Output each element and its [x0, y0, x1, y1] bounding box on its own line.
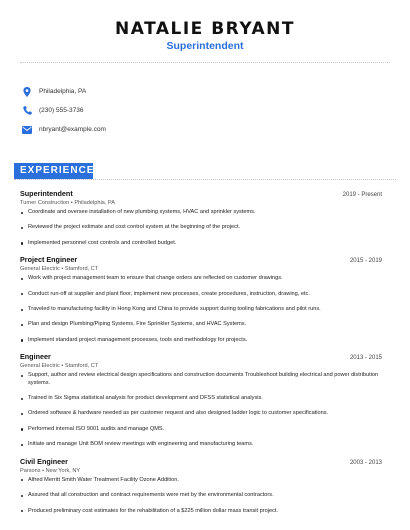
separator-dot: • [40, 467, 46, 474]
candidate-name: NATALIE BRYANT [115, 19, 295, 39]
bullet-item: Implemented personnel cost controls and controlled budget. [20, 240, 382, 247]
job-title: Civil Engineer [20, 456, 68, 466]
job-title: Project Engineer [20, 255, 78, 265]
separator-dot: • [59, 266, 65, 273]
bullet-item: Alfred Merritt Smith Water Treatment Facility Ozone Addition. [20, 477, 382, 484]
separator-dot: • [59, 363, 65, 370]
job-location: Stamford, CT [64, 266, 99, 273]
email-text: nbryant@example.com [39, 126, 106, 133]
bullet-item: Traveled to manufacturing facility in Hong Kong and China to provide support during tooling fabrications and pilot runs. [20, 306, 382, 313]
header-divider [20, 62, 390, 63]
job-dates: 2015 - 2019 [349, 258, 382, 265]
job-bullets [20, 275, 382, 344]
job-dates: 2003 - 2013 [349, 459, 382, 466]
phone-text: (230) 555-3736 [39, 107, 84, 114]
job-bullets [20, 209, 382, 247]
job-company: General Electric [20, 266, 60, 273]
job-entry [20, 255, 382, 344]
contact-phone [22, 101, 106, 120]
job-location: Stamford, CT [64, 363, 99, 370]
job-title: Superintendent [20, 189, 73, 198]
job-title: Engineer [20, 352, 51, 362]
bullet-item: Plan and design Plumbing/Piping Systems, Fire Sprinkler Systems, and HVAC Systems. [20, 321, 382, 328]
bullet-item: Ordered software & hardware needed as per customer request and also designed ladder logic to customer specifications. [20, 410, 382, 417]
job-dates: 2013 - 2015 [349, 355, 382, 362]
bullet-item: Trained in Six Sigma statistical analysis for product development and DFSS statistical analysis. [20, 395, 382, 402]
job-header [20, 457, 382, 466]
email-icon [22, 125, 32, 135]
job-company-location [20, 468, 382, 474]
job-location: Philadelphia, PA [74, 200, 115, 206]
bullet-item: Conduct run-off at supplier and plant floor, implement new processes, create procedures, instruction, drawing, etc. [20, 291, 382, 298]
job-header [20, 189, 382, 198]
bullet-item: Assured that all construction and contract requirements were met by the environmental contractors. [20, 492, 382, 499]
separator-dot: • [69, 200, 75, 206]
job-dates: 2019 - Present [342, 192, 382, 198]
job-company-location [20, 266, 382, 272]
job-entry [20, 189, 382, 247]
bullet-item: Reviewed the project estimate and cost control system at the beginning of the project. [20, 224, 382, 231]
contact-email [22, 120, 106, 139]
job-entry [20, 457, 382, 515]
location-text: Philadelphia, PA [39, 88, 87, 95]
job-bullets [20, 477, 382, 515]
job-entry [20, 352, 382, 448]
section-heading-experience: EXPERIENCE [14, 163, 93, 179]
contact-list [22, 82, 106, 139]
bullet-item: Initiate and manage Unit BOM review meetings with engineering and manufacturing teams. [20, 441, 382, 448]
job-company: Turner Construction [20, 200, 70, 206]
job-company: Parsons [20, 467, 41, 474]
job-company: General Electric [20, 363, 60, 370]
bullet-item: Produced preliminary cost estimates for the rehabilitation of a $225 million dollar mass transit project. [20, 508, 382, 515]
job-company-location [20, 363, 382, 369]
location-pin-icon [22, 87, 32, 97]
section-divider [14, 179, 396, 180]
bullet-item: Work with project management team to ensure that change orders are reflected on customer drawings. [20, 275, 382, 282]
job-header [20, 352, 382, 361]
bullet-item: Coordinate and oversee installation of new plumbing systems, HVAC and sprinkler systems. [20, 209, 382, 216]
candidate-role: Superintendent [166, 40, 244, 52]
job-company-location [20, 200, 382, 206]
bullet-item: Performed internal ISO 9001 audits and manage QMS. [20, 426, 382, 433]
job-header [20, 255, 382, 264]
bullet-item: Implement standard project management processes, tools and methodology for projects. [20, 337, 382, 344]
bullet-item: Support, author and review electrical design specifications and construction documents Troubleshoot building electrical and power distribution systems. [20, 372, 382, 387]
contact-location [22, 82, 106, 101]
job-location: New York, NY [45, 467, 81, 474]
job-bullets [20, 372, 382, 448]
experience-list [20, 189, 382, 523]
phone-icon [22, 106, 32, 116]
